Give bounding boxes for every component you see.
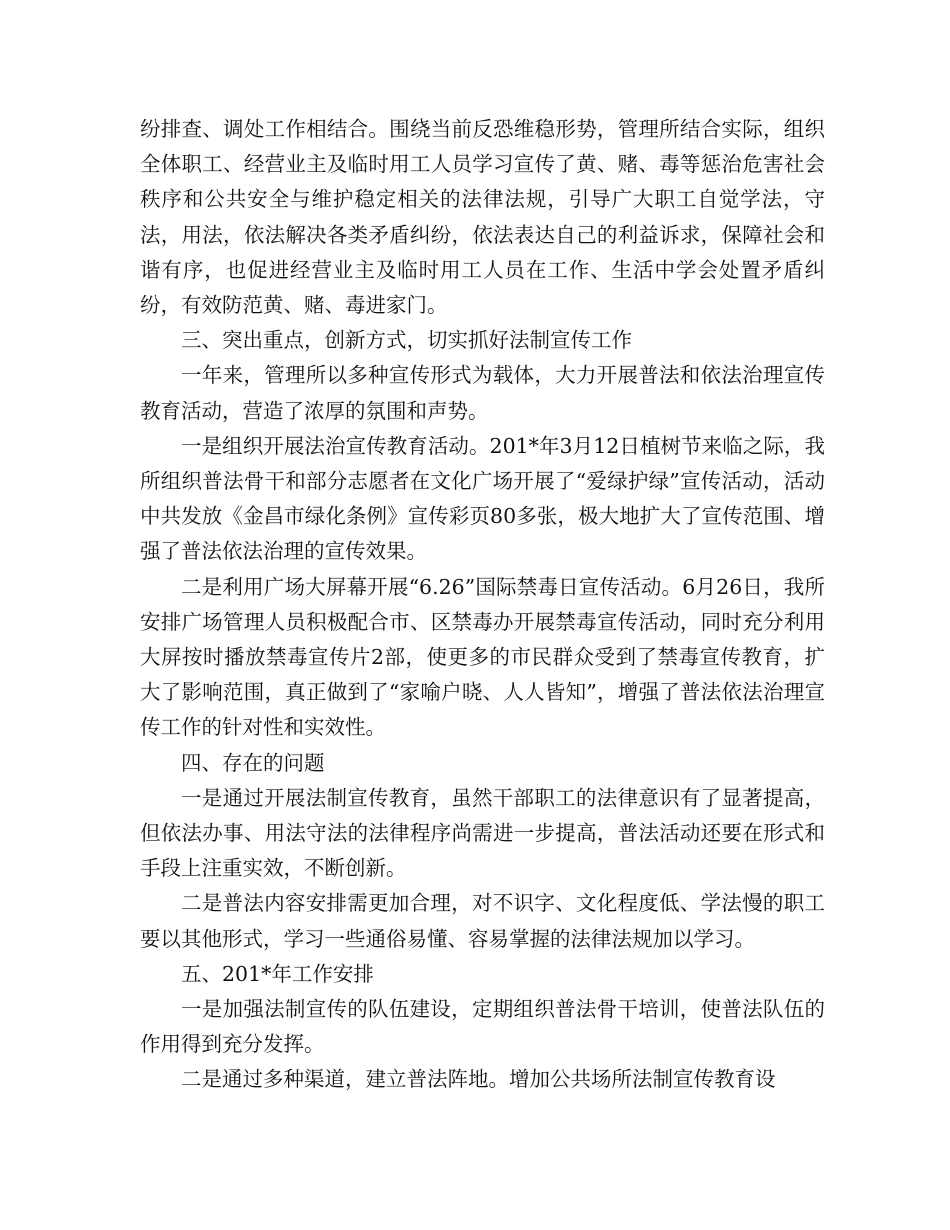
paragraph: 一是加强法制宣传的队伍建设，定期组织普法骨干培训，使普法队伍的作用得到充分发挥。: [140, 997, 825, 1057]
paragraph-continuation: 纷排查、调处工作相结合。围绕当前反恐维稳形势，管理所结合实际，组织全体职工、经营业主及临时用工人员学习宣传了黄、赌、毒等惩治危害社会秩序和公共安全与维护稳定相关的法律法规，引导广大职工自觉学法，守法，用法，依法解决各类矛盾纠纷，依法表达自己的利益诉求，保障社会和谐有序，也促进经营业主及临时用工人员在工作、生活中学会处置矛盾纠纷，有效防范黄、赌、毒进家门。: [140, 117, 825, 318]
paragraph: 一是通过开展法制宣传教育，虽然干部职工的法律意识有了显著提高，但依法办事、用法守法的法律程序尚需进一步提高，普法活动还要在形式和手段上注重实效，不断创新。: [140, 785, 825, 881]
paragraph: 一年来，管理所以多种宣传形式为载体，大力开展普法和依法治理宣传教育活动，营造了浓厚的氛围和声势。: [140, 363, 825, 423]
document-body: [140, 112, 825, 1098]
paragraph: 二是利用广场大屏幕开展“6.26”国际禁毒日宣传活动。6月26日，我所安排广场管理人员积极配合市、区禁毒办开展禁毒宣传活动，同时充分利用大屏按时播放禁毒宣传片2部，使更多的市民群众受到了禁毒宣传教育，扩大了影响范围，真正做到了“家喻户晓、人人皆知”，增强了普法依法治理宣传工作的针对性和实效性。: [140, 574, 825, 740]
section-heading-3: 三、突出重点，创新方式，切实抓好法制宣传工作: [181, 328, 632, 353]
paragraph-truncated: 二是通过多种渠道，建立普法阵地。增加公共场所法制宣传教育设: [181, 1067, 776, 1092]
section-heading-5: 五、201*年工作安排: [181, 961, 374, 986]
paragraph: 二是普法内容安排需更加合理，对不识字、文化程度低、学法慢的职工要以其他形式，学习一些通俗易懂、容易掌握的法律法规加以学习。: [140, 891, 825, 951]
section-heading-4: 四、存在的问题: [181, 750, 325, 775]
paragraph: 一是组织开展法治宣传教育活动。201*年3月12日植树节来临之际，我所组织普法骨干和部分志愿者在文化广场开展了“爱绿护绿”宣传活动，活动中共发放《金昌市绿化条例》宣传彩页80多张，极大地扩大了宣传范围、增强了普法依法治理的宣传效果。: [140, 433, 825, 564]
